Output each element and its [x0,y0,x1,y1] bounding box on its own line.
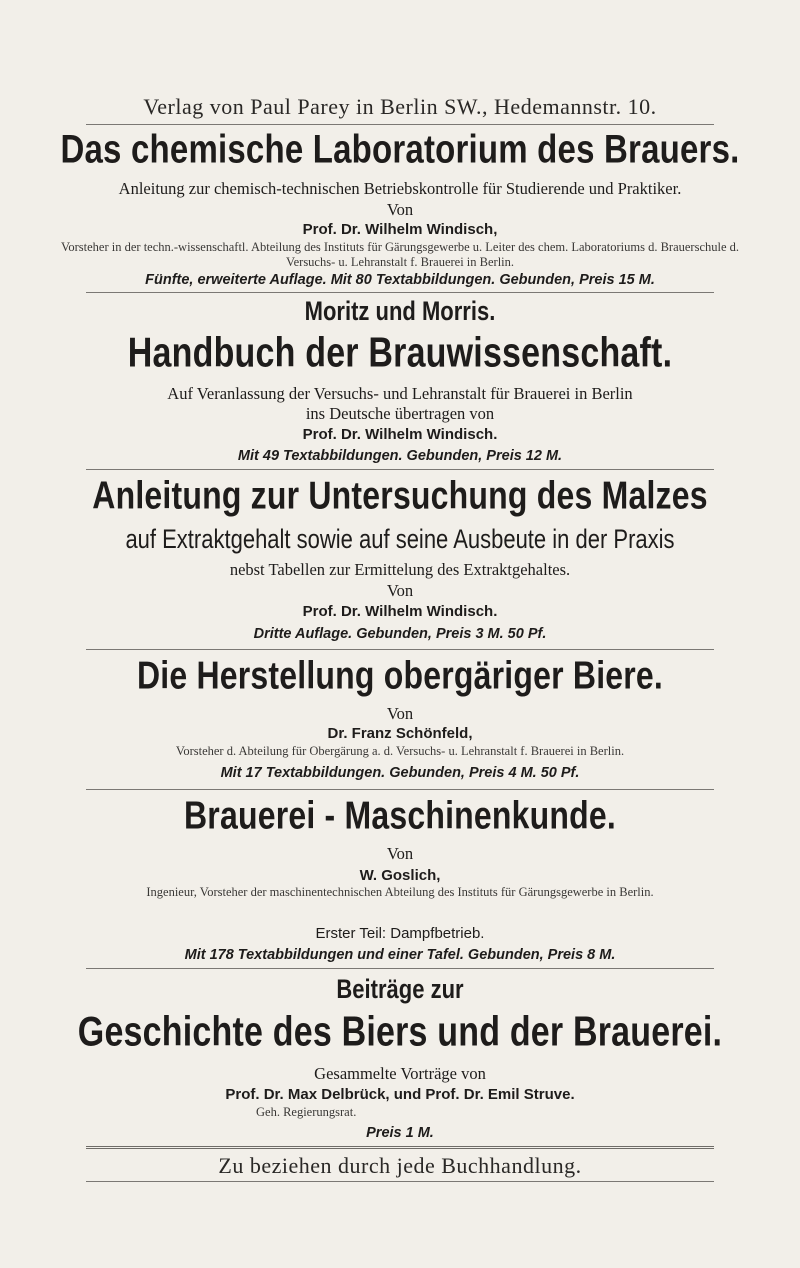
book-6-author: Prof. Dr. Max Delbrück, und Prof. Dr. Emil Struve. [225,1086,575,1103]
book-2-title-wrap [40,330,760,377]
book-3-price: Dritte Auflage. Gebunden, Preis 3 M. 50 Pf. [253,626,547,642]
book-6-title-wrap [40,1009,760,1056]
book-3-author: Prof. Dr. Wilhelm Windisch. [302,603,498,620]
book-5-price: Mit 178 Textabbildungen und einer Tafel. Gebunden, Preis 8 M. [184,947,616,963]
divider [86,292,714,293]
book-4-author: Dr. Franz Schönfeld, [327,725,473,742]
book-3-title: Anleitung zur Untersuchung des Malzes [92,473,708,517]
book-1-title-wrap [40,126,760,172]
book-5-von: Von [386,844,414,863]
book-6-title: Geschichte des Biers und der Brauerei. [77,1009,723,1056]
book-4-title: Die Herstellung obergäriger Biere. [136,653,664,697]
book-6-pretitle-wrap [40,974,760,1004]
divider [86,649,714,650]
book-5-author: W. Goslich, [359,867,441,884]
book-2-pretitle: Moritz und Morris. [304,296,496,326]
book-5-title-wrap [40,793,760,837]
book-5-part: Erster Teil: Dampfbetrieb. [315,925,485,942]
book-4-von: Von [386,704,414,723]
footer-text: Zu beziehen durch jede Buchhandlung. [218,1153,582,1178]
book-2-price: Mit 49 Textabbildungen. Gebunden, Preis 12 M. [237,448,563,464]
book-3-title-2: auf Extraktgehalt sowie auf seine Ausbeute in der Praxis [125,524,675,554]
divider [86,1146,714,1149]
book-5-author-note: Ingenieur, Vorsteher der maschinentechnischen Abteilung des Instituts für Gärungsgewerbe in Berlin. [146,885,654,899]
book-3-von: Von [386,581,414,600]
book-4-author-note: Vorsteher d. Abteilung für Obergärung a. d. Versuchs- u. Lehranstalt f. Brauerei in Berlin. [175,744,625,758]
book-6-price: Preis 1 M. [366,1125,434,1141]
book-3-title-2-wrap [40,524,760,554]
book-4-price: Mit 17 Textabbildungen. Gebunden, Preis 4 M. 50 Pf. [220,765,580,781]
book-1-author-note: Vorsteher in der techn.-wissenschaftl. Abteilung des Instituts für Gärungsgewerbe u. Leiter des chem. Laboratoriums d. Brauerschule d. Versuchs- u. Lehranstalt f. Brauerei in Berlin. [60,240,740,269]
book-3-subtitle: nebst Tabellen zur Ermittelung des Extraktgehaltes. [229,560,571,579]
book-2-title: Handbuch der Brauwissenschaft. [127,330,673,377]
book-1-von: Von [386,200,414,219]
divider [86,968,714,969]
divider [86,1181,714,1182]
book-3-title-wrap [40,473,760,517]
divider [86,469,714,470]
publisher-line: Verlag von Paul Parey in Berlin SW., Hedemannstr. 10. [143,94,657,119]
book-2-subtitle-2: ins Deutsche übertragen von [305,404,495,423]
book-4-title-wrap [40,653,760,697]
book-6-pretitle: Beiträge zur [336,974,464,1004]
book-1-title: Das chemische Laboratorium des Brauers. [60,126,740,172]
book-6-author-note: Geh. Regierungsrat. [256,1105,357,1119]
divider [86,789,714,790]
book-1-author: Prof. Dr. Wilhelm Windisch, [302,221,498,238]
book-2-subtitle-1: Auf Veranlassung der Versuchs- und Lehranstalt für Brauerei in Berlin [167,384,633,403]
divider [86,124,714,125]
book-2-author: Prof. Dr. Wilhelm Windisch. [302,426,498,443]
book-5-title: Brauerei - Maschinenkunde. [184,793,616,837]
book-2-pretitle-wrap [40,296,760,326]
book-6-subtitle: Gesammelte Vorträge von [314,1064,486,1083]
book-1-subtitle: Anleitung zur chemisch-technischen Betriebskontrolle für Studierende und Praktiker. [118,179,682,198]
book-1-price: Fünfte, erweiterte Auflage. Mit 80 Textabbildungen. Gebunden, Preis 15 M. [145,272,655,288]
